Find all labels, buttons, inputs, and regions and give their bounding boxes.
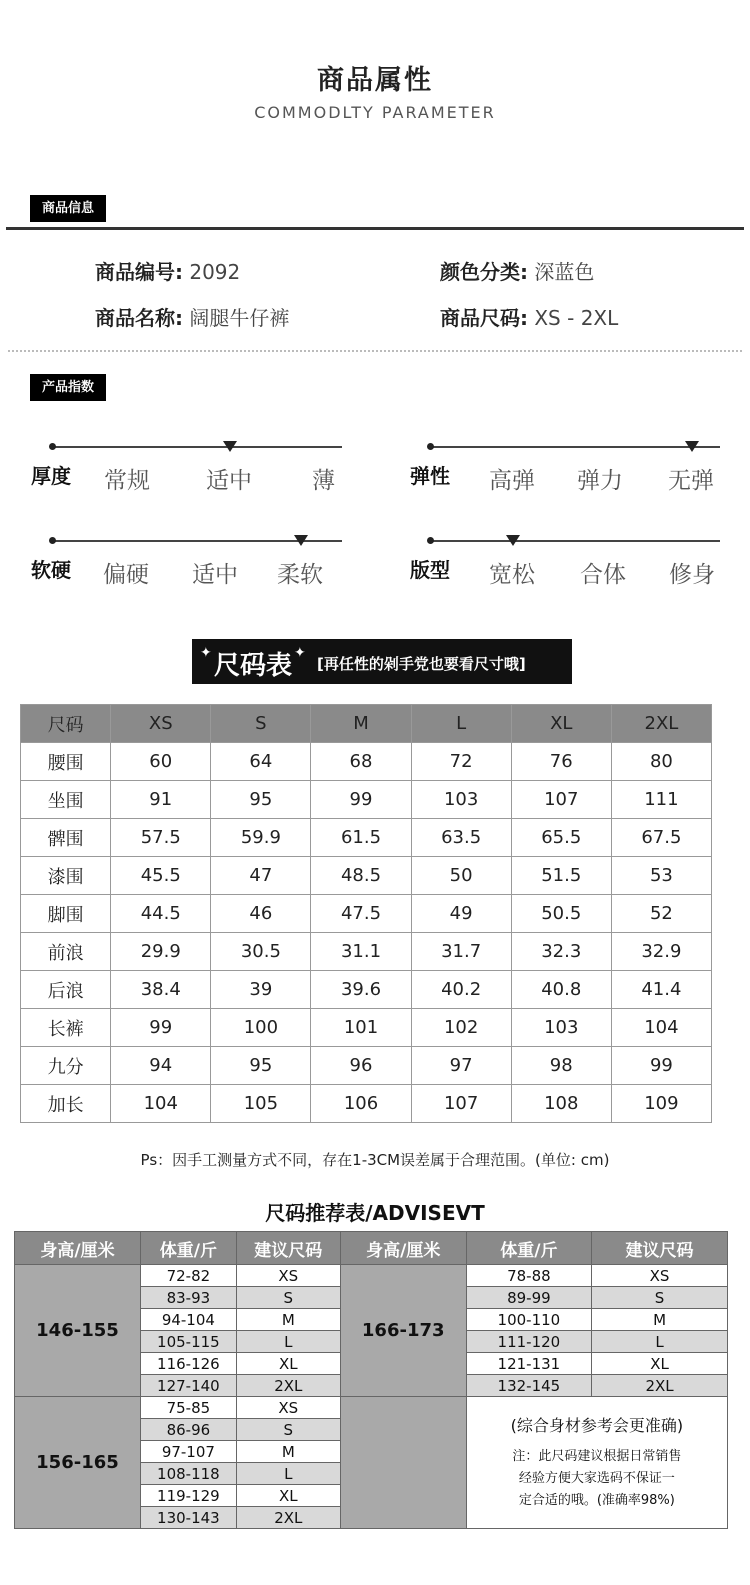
size-cell: 51.5 <box>511 857 611 895</box>
size-cell: XS <box>236 1265 340 1287</box>
dotted-divider <box>8 350 742 352</box>
scale-option: 适中 <box>206 468 252 494</box>
color-category <box>440 256 594 285</box>
size-cell: XS <box>592 1265 728 1287</box>
weight-cell: 75-85 <box>140 1397 236 1419</box>
size-cell: S <box>236 1419 340 1441</box>
scale-marker-icon <box>506 535 520 546</box>
size-cell: 65.5 <box>511 819 611 857</box>
product-name-label: 商品名称: <box>95 306 183 330</box>
height-range-cell: 156-165 <box>15 1397 141 1529</box>
weight-cell: 116-126 <box>140 1353 236 1375</box>
scale-start-dot <box>427 537 434 544</box>
size-cell: 95 <box>211 781 311 819</box>
weight-cell: 111-120 <box>466 1331 591 1353</box>
size-chart-title: 尺码表 <box>214 651 293 681</box>
size-header-row <box>21 705 712 743</box>
recommend-header-cell: 体重/斤 <box>140 1232 236 1265</box>
size-cell: 50 <box>411 857 511 895</box>
size-cell: XL <box>236 1485 340 1507</box>
scale-option: 偏硬 <box>103 562 149 588</box>
size-cell: M <box>592 1309 728 1331</box>
weight-cell: 97-107 <box>140 1441 236 1463</box>
size-cell: XS <box>236 1397 340 1419</box>
recommend-table <box>14 1231 728 1529</box>
height-range-cell: 146-155 <box>15 1265 141 1397</box>
weight-cell: 72-82 <box>140 1265 236 1287</box>
scale-line <box>430 446 720 448</box>
size-cell: 53 <box>611 857 711 895</box>
size-cell: 31.7 <box>411 933 511 971</box>
size-cell: 68 <box>311 743 411 781</box>
recommend-header-cell: 身高/厘米 <box>340 1232 466 1265</box>
size-header-cell: 2XL <box>611 705 711 743</box>
size-cell: 104 <box>111 1085 211 1123</box>
size-cell: 80 <box>611 743 711 781</box>
scale-option: 合体 <box>580 562 626 588</box>
size-cell: 107 <box>511 781 611 819</box>
size-cell: 106 <box>311 1085 411 1123</box>
size-cell: 前浪 <box>21 933 111 971</box>
page-subtitle: COMMODLTY PARAMETER <box>254 103 496 122</box>
size-cell: 47 <box>211 857 311 895</box>
size-cell: 57.5 <box>111 819 211 857</box>
size-cell: 96 <box>311 1047 411 1085</box>
size-row <box>21 1085 712 1123</box>
size-cell: 50.5 <box>511 895 611 933</box>
scale-option: 高弹 <box>489 468 535 494</box>
scale-option: 修身 <box>669 562 715 588</box>
recommend-header-cell: 身高/厘米 <box>15 1232 141 1265</box>
size-cell: 49 <box>411 895 511 933</box>
product-index-tag: 产品指数 <box>30 374 106 401</box>
scale-option: 薄 <box>312 468 335 494</box>
size-cell: 坐围 <box>21 781 111 819</box>
scale-option: 柔软 <box>277 562 323 588</box>
scale-option: 适中 <box>192 562 238 588</box>
size-cell: 47.5 <box>311 895 411 933</box>
scale-option: 弹力 <box>577 468 623 494</box>
size-cell: S <box>236 1287 340 1309</box>
scale-line <box>430 540 720 542</box>
scale-option: 无弹 <box>668 468 714 494</box>
scale-option: 宽松 <box>489 562 535 588</box>
recommend-header-cell: 体重/斤 <box>466 1232 591 1265</box>
sparkle-icon: ✦ <box>200 645 212 661</box>
recommend-note-body <box>467 1446 727 1512</box>
size-row <box>21 743 712 781</box>
size-cell: 107 <box>411 1085 511 1123</box>
size-cell: 2XL <box>236 1375 340 1397</box>
weight-cell: 105-115 <box>140 1331 236 1353</box>
scale-label: 弹性 <box>410 464 450 488</box>
size-cell: 后浪 <box>21 971 111 1009</box>
size-cell: 30.5 <box>211 933 311 971</box>
size-cell: 41.4 <box>611 971 711 1009</box>
size-cell: M <box>236 1309 340 1331</box>
size-cell: M <box>236 1441 340 1463</box>
height-range-cell: 166-173 <box>340 1265 466 1397</box>
scale-marker-icon <box>223 441 237 452</box>
recommend-note-line: 定合适的哦。(准确率98%) <box>518 1493 675 1508</box>
size-cell: L <box>592 1331 728 1353</box>
size-cell: 64 <box>211 743 311 781</box>
size-header-cell: XL <box>511 705 611 743</box>
size-row <box>21 857 712 895</box>
product-size-label: 商品尺码: <box>440 306 528 330</box>
size-cell: 94 <box>111 1047 211 1085</box>
scale-label: 厚度 <box>31 464 71 488</box>
weight-cell: 127-140 <box>140 1375 236 1397</box>
size-cell: 39.6 <box>311 971 411 1009</box>
recommend-row <box>15 1265 728 1287</box>
page-title: 商品属性 <box>317 65 433 96</box>
size-header-cell: M <box>311 705 411 743</box>
size-cell: XL <box>236 1353 340 1375</box>
size-cell: 40.2 <box>411 971 511 1009</box>
size-cell: 100 <box>211 1009 311 1047</box>
recommend-row <box>15 1397 728 1419</box>
scale-marker-icon <box>294 535 308 546</box>
size-cell: 60 <box>111 743 211 781</box>
size-header-cell: 尺码 <box>21 705 111 743</box>
size-chart-banner <box>192 639 572 684</box>
size-cell: 加长 <box>21 1085 111 1123</box>
size-cell: 99 <box>111 1009 211 1047</box>
size-row <box>21 781 712 819</box>
size-cell: 44.5 <box>111 895 211 933</box>
recommend-header-cell: 建议尺码 <box>592 1232 728 1265</box>
recommend-header-row <box>15 1232 728 1265</box>
size-cell: 漆围 <box>21 857 111 895</box>
size-cell: 髀围 <box>21 819 111 857</box>
size-chart-table <box>20 704 712 1123</box>
size-row <box>21 819 712 857</box>
product-name-value: 阔腿牛仔裤 <box>189 306 290 330</box>
product-size-range <box>440 302 618 331</box>
scale-label: 软硬 <box>31 558 71 582</box>
measurement-note: Ps：因手工测量方式不同，存在1-3CM误差属于合理范围。(单位: cm) <box>140 1151 610 1169</box>
size-cell: 38.4 <box>111 971 211 1009</box>
recommend-title: 尺码推荐表/ADVISEVT <box>265 1201 485 1225</box>
size-row <box>21 895 712 933</box>
size-cell: 105 <box>211 1085 311 1123</box>
product-name <box>95 302 289 331</box>
size-cell: 72 <box>411 743 511 781</box>
weight-cell: 86-96 <box>140 1419 236 1441</box>
recommend-header-cell: 建议尺码 <box>236 1232 340 1265</box>
size-cell: 76 <box>511 743 611 781</box>
size-cell: 2XL <box>236 1507 340 1529</box>
color-category-label: 颜色分类: <box>440 260 528 284</box>
weight-cell: 100-110 <box>466 1309 591 1331</box>
recommend-note-line: 注：此尺码建议根据日常销售 <box>512 1449 682 1464</box>
size-cell: 59.9 <box>211 819 311 857</box>
size-cell: 32.3 <box>511 933 611 971</box>
size-cell: 111 <box>611 781 711 819</box>
size-row <box>21 971 712 1009</box>
size-cell: 32.9 <box>611 933 711 971</box>
size-cell: 61.5 <box>311 819 411 857</box>
recommend-note-head: (综合身材参考会更准确) <box>510 1416 684 1435</box>
product-size-value: XS - 2XL <box>534 306 619 330</box>
size-row <box>21 933 712 971</box>
section-divider <box>6 227 744 230</box>
size-cell: L <box>236 1463 340 1485</box>
product-number-value: 2092 <box>189 260 241 284</box>
scale-marker-icon <box>685 441 699 452</box>
size-cell: 99 <box>311 781 411 819</box>
scale-start-dot <box>49 537 56 544</box>
weight-cell: 119-129 <box>140 1485 236 1507</box>
weight-cell: 132-145 <box>466 1375 591 1397</box>
size-cell: 103 <box>511 1009 611 1047</box>
weight-cell: 94-104 <box>140 1309 236 1331</box>
size-cell: 109 <box>611 1085 711 1123</box>
size-cell: 102 <box>411 1009 511 1047</box>
weight-cell: 89-99 <box>466 1287 591 1309</box>
weight-cell: 108-118 <box>140 1463 236 1485</box>
scale-line <box>52 446 342 448</box>
scale-label: 版型 <box>410 558 450 582</box>
recommend-note-line: 经验方便大家选码不保证一 <box>518 1471 675 1486</box>
size-cell: 九分 <box>21 1047 111 1085</box>
size-cell: S <box>592 1287 728 1309</box>
size-cell: 46 <box>211 895 311 933</box>
size-cell: 脚围 <box>21 895 111 933</box>
product-number <box>95 256 240 285</box>
size-cell: 98 <box>511 1047 611 1085</box>
size-cell: 45.5 <box>111 857 211 895</box>
size-cell: 67.5 <box>611 819 711 857</box>
size-cell: 104 <box>611 1009 711 1047</box>
size-cell: 101 <box>311 1009 411 1047</box>
weight-cell: 121-131 <box>466 1353 591 1375</box>
scale-start-dot <box>49 443 56 450</box>
size-cell: 97 <box>411 1047 511 1085</box>
size-cell: 39 <box>211 971 311 1009</box>
size-cell: 91 <box>111 781 211 819</box>
product-number-label: 商品编号: <box>95 260 183 284</box>
color-category-value: 深蓝色 <box>534 260 595 284</box>
sparkle-icon: ✦ <box>294 645 306 661</box>
weight-cell: 130-143 <box>140 1507 236 1529</box>
blank-cell <box>340 1397 466 1529</box>
size-row <box>21 1047 712 1085</box>
size-chart-subtitle: [再任性的剁手党也要看尺寸哦] <box>317 655 526 673</box>
size-cell: L <box>236 1331 340 1353</box>
size-cell: 2XL <box>592 1375 728 1397</box>
size-cell: 52 <box>611 895 711 933</box>
size-cell: 108 <box>511 1085 611 1123</box>
size-cell: 103 <box>411 781 511 819</box>
size-cell: XL <box>592 1353 728 1375</box>
size-cell: 31.1 <box>311 933 411 971</box>
size-cell: 29.9 <box>111 933 211 971</box>
size-cell: 长裤 <box>21 1009 111 1047</box>
weight-cell: 78-88 <box>466 1265 591 1287</box>
size-cell: 95 <box>211 1047 311 1085</box>
size-cell: 40.8 <box>511 971 611 1009</box>
size-cell: 腰围 <box>21 743 111 781</box>
weight-cell: 83-93 <box>140 1287 236 1309</box>
size-header-cell: L <box>411 705 511 743</box>
size-row <box>21 1009 712 1047</box>
scale-option: 常规 <box>104 468 150 494</box>
recommend-note <box>466 1397 727 1529</box>
size-header-cell: XS <box>111 705 211 743</box>
product-info-tag: 商品信息 <box>30 195 106 222</box>
size-cell: 63.5 <box>411 819 511 857</box>
size-cell: 99 <box>611 1047 711 1085</box>
scale-start-dot <box>427 443 434 450</box>
size-cell: 48.5 <box>311 857 411 895</box>
size-header-cell: S <box>211 705 311 743</box>
